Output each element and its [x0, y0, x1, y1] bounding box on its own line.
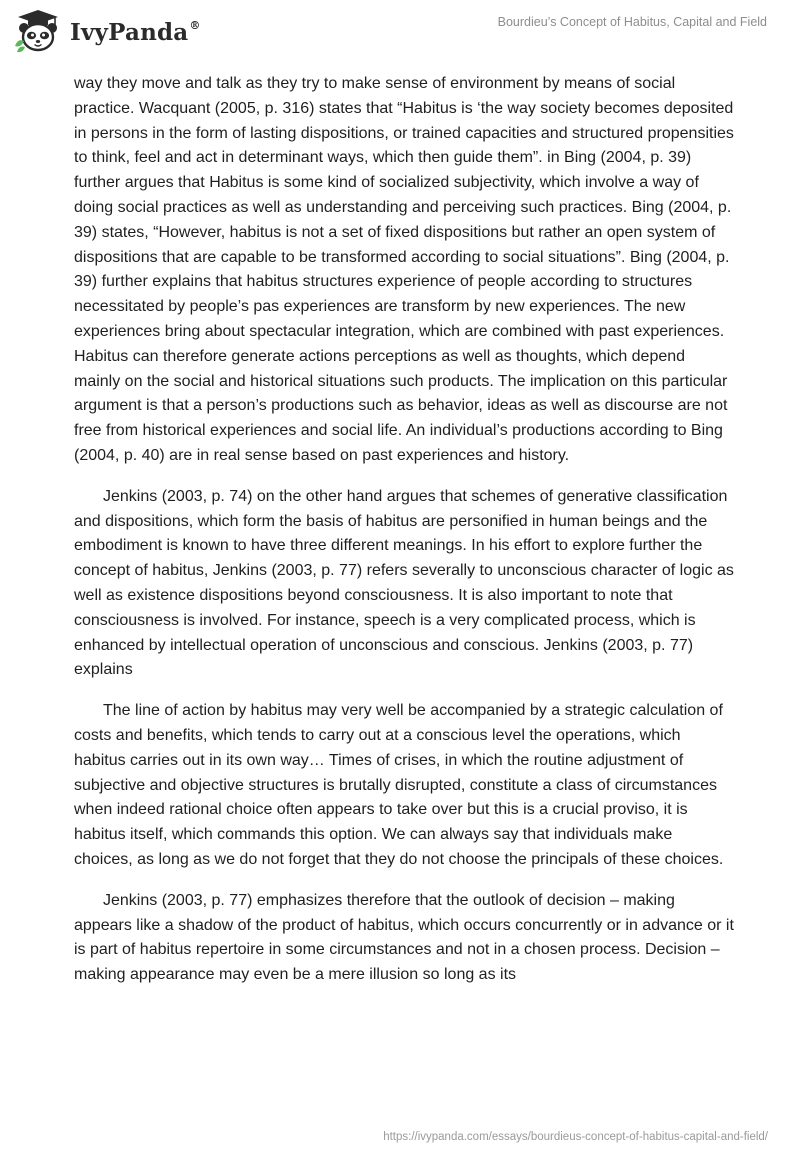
- paragraph: Jenkins (2003, p. 77) emphasizes therefore that the outlook of decision – making appears like a shadow of the product of habitus, which occurs concurrently or in advance or it is part of habitus repertoire in some circumstances and not in a chosen process. Decision – making appearance may even be a mere illusion so long as its: [74, 891, 734, 984]
- essay-body: [74, 72, 734, 1004]
- source-url-link[interactable]: https://ivypanda.com/essays/bourdieus-concept-of-habitus-capital-and-field/: [383, 1131, 768, 1143]
- panda-graduation-cap-icon: [12, 8, 64, 54]
- paragraph: way they move and talk as they try to make sense of environment by means of social practice. Wacquant (2005, p. 316) states that “Habitus is ‘the way society becomes deposited in persons in the form of lasting dispositions, or trained capacities and structured propensities to think, feel and act in determinant ways, which then guide them”. in Bing (2004, p. 39) further argues that Habitus is some kind of socialized subjectivity, which involve a way of doing social practices as well as understanding and perceiving such practices. Bing (2004, p. 39) states, “However, habitus is not a set of fixed dispositions but rather an open system of dispositions that are capable to be transformed according to social situations”. Bing (2004, p. 39) further explains that habitus structures experience of people according to structures necessitated by people’s pas experiences are transform by new experiences. The new experiences bring about spectacular integration, which are combined with past experiences. Habitus can therefore generate actions perceptions as well as thoughts, which depend mainly on the social and historical situations such products. The implication on this particular argument is that a person’s productions such as behavior, ideas as well as discourse are not free from historical experiences and social life. An individual’s productions according to Bing (2004, p. 40) are in real sense based on past experiences and history.: [74, 75, 734, 464]
- document-title: Bourdieu’s Concept of Habitus, Capital and Field: [497, 15, 767, 29]
- paragraph: Jenkins (2003, p. 74) on the other hand argues that schemes of generative classification and dispositions, which form the basis of habitus are personified in human beings and the embodiment is known to have three different meanings. In his effort to explore further the concept of habitus, Jenkins (2003, p. 77) refers severally to unconscious character of logic as well as existence dispositions beyond consciousness. It is also important to note that consciousness is involved. For instance, speech is a very complicated process, which is enhanced by intellectual operation of unconscious and conscious. Jenkins (2003, p. 77) explains: [74, 487, 734, 679]
- brand-name: IvyPanda®: [70, 18, 201, 46]
- page-header: [0, 0, 800, 70]
- registered-mark: ®: [189, 18, 201, 32]
- block-quote: The line of action by habitus may very well be accompanied by a strategic calculation of costs and benefits, which tends to carry out at a conscious level the operations, which habitus carries out in its own way… Times of crises, in which the routine adjustment of subjective and objective structures is brutally disrupted, constitute a class of circumstances when indeed rational choice often appears to take over but this is a crucial proviso, it is habitus itself, which commands this option. We can always say that individuals make choices, as long as we do not forget that they do not choose the principals of these choices.: [74, 702, 724, 868]
- brand-logo[interactable]: [12, 8, 201, 54]
